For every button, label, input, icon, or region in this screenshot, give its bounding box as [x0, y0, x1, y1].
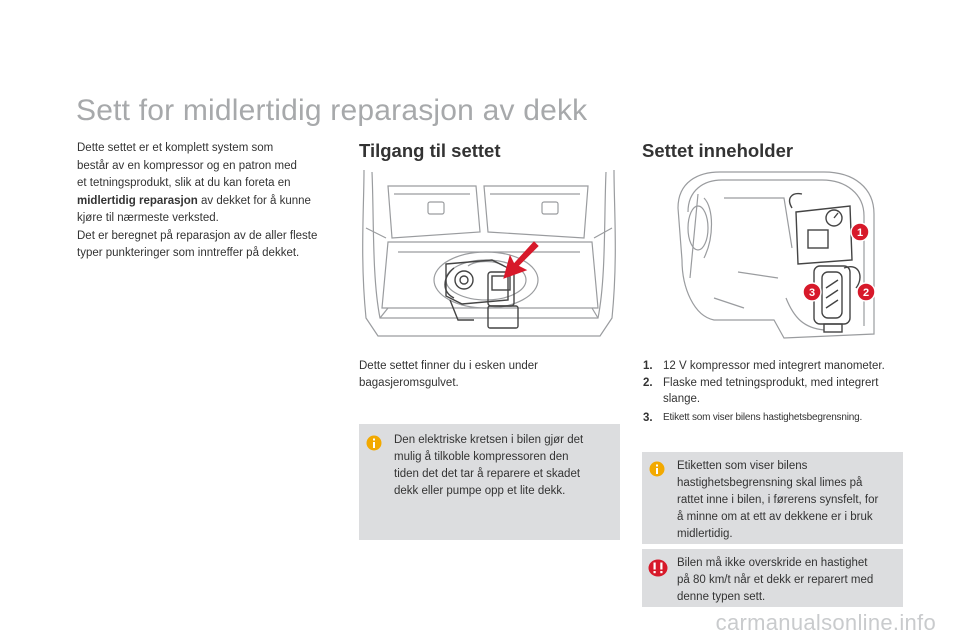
contents-warning-note	[642, 549, 903, 607]
access-info-note	[359, 424, 620, 540]
callout-1-icon	[851, 223, 869, 241]
contents-warning-text	[677, 555, 899, 606]
note-line: mulig å tilkoble kompressoren den	[394, 451, 569, 463]
kit-illustration	[674, 168, 880, 344]
callout-1-label: 1	[856, 227, 864, 239]
callout-2-label: 2	[862, 287, 870, 299]
note-line: Bilen må ikke overskride en hastighet	[677, 557, 868, 569]
contents-info-note	[642, 452, 903, 544]
intro-line: typer punkteringer som inntreffer på dekket.	[77, 247, 300, 259]
info-icon	[649, 461, 665, 477]
access-info-text	[394, 432, 616, 500]
intro-line: Dette settet er et komplett system som	[77, 142, 274, 154]
intro-line	[77, 193, 349, 211]
note-line: Etiketten som viser bilens	[677, 460, 808, 472]
access-heading: Tilgang til settet	[359, 140, 501, 161]
intro-line: et tetningsprodukt, slik at du kan foreta en	[77, 177, 291, 189]
note-line: å minne om at ett av dekkene er i bruk	[677, 511, 873, 523]
contents-heading: Settet inneholder	[642, 140, 794, 161]
list-item-number: 3.	[643, 412, 653, 424]
intro-line: Det er beregnet på reparasjon av de aller fleste	[77, 229, 318, 242]
note-line: denne typen sett.	[677, 591, 766, 603]
access-caption-line: bagasjeromsgulvet.	[359, 377, 459, 389]
list-item-text: Etikett som viser bilens hastighetsbegrensning.	[663, 412, 863, 423]
watermark: carmanualsonline.info	[715, 610, 936, 635]
callout-3-label: 3	[808, 287, 816, 299]
note-line: tiden det det tar å reparere et skadet	[394, 468, 581, 480]
list-item-number: 1.	[643, 360, 653, 372]
note-line: midlertidig.	[677, 528, 733, 540]
list-item	[643, 358, 905, 374]
callout-2-icon	[857, 283, 875, 301]
list-item-text: 12 V kompressor med integrert manometer.	[663, 360, 885, 372]
list-item-number: 2.	[643, 377, 653, 389]
warning-icon	[648, 559, 668, 577]
intro-paragraph	[77, 140, 349, 263]
note-line: rattet inne i bilen, i førerens synsfelt, for	[677, 494, 879, 506]
contents-info-text	[677, 458, 899, 543]
list-item-text: Flaske med tetningsprodukt, med integrert	[663, 377, 879, 389]
contents-list	[643, 358, 905, 426]
intro-line-rest: av dekket for å kunne	[197, 194, 311, 207]
page-title: Sett for midlertidig reparasjon av dekk	[76, 94, 588, 127]
list-item	[643, 375, 905, 407]
info-icon	[366, 435, 382, 451]
intro-line: består av en kompressor og en patron med	[77, 159, 297, 172]
intro-line: kjøre til nærmeste verksted.	[77, 212, 219, 224]
note-line: på 80 km/t når et dekk er reparert med	[677, 574, 874, 586]
trunk-illustration	[358, 168, 620, 340]
list-item	[643, 410, 905, 426]
access-caption-line: Dette settet finner du i esken under	[359, 360, 538, 372]
note-line: dekk eller pumpe opp et lite dekk.	[394, 485, 566, 497]
list-item-text: slange.	[663, 393, 701, 405]
note-line: Den elektriske kretsen i bilen gjør det	[394, 434, 584, 446]
callout-3-icon	[803, 283, 821, 301]
note-line: hastighetsbegrensning skal limes på	[677, 477, 863, 489]
intro-bold-term: midlertidig reparasjon	[77, 194, 198, 207]
access-caption	[359, 358, 609, 392]
